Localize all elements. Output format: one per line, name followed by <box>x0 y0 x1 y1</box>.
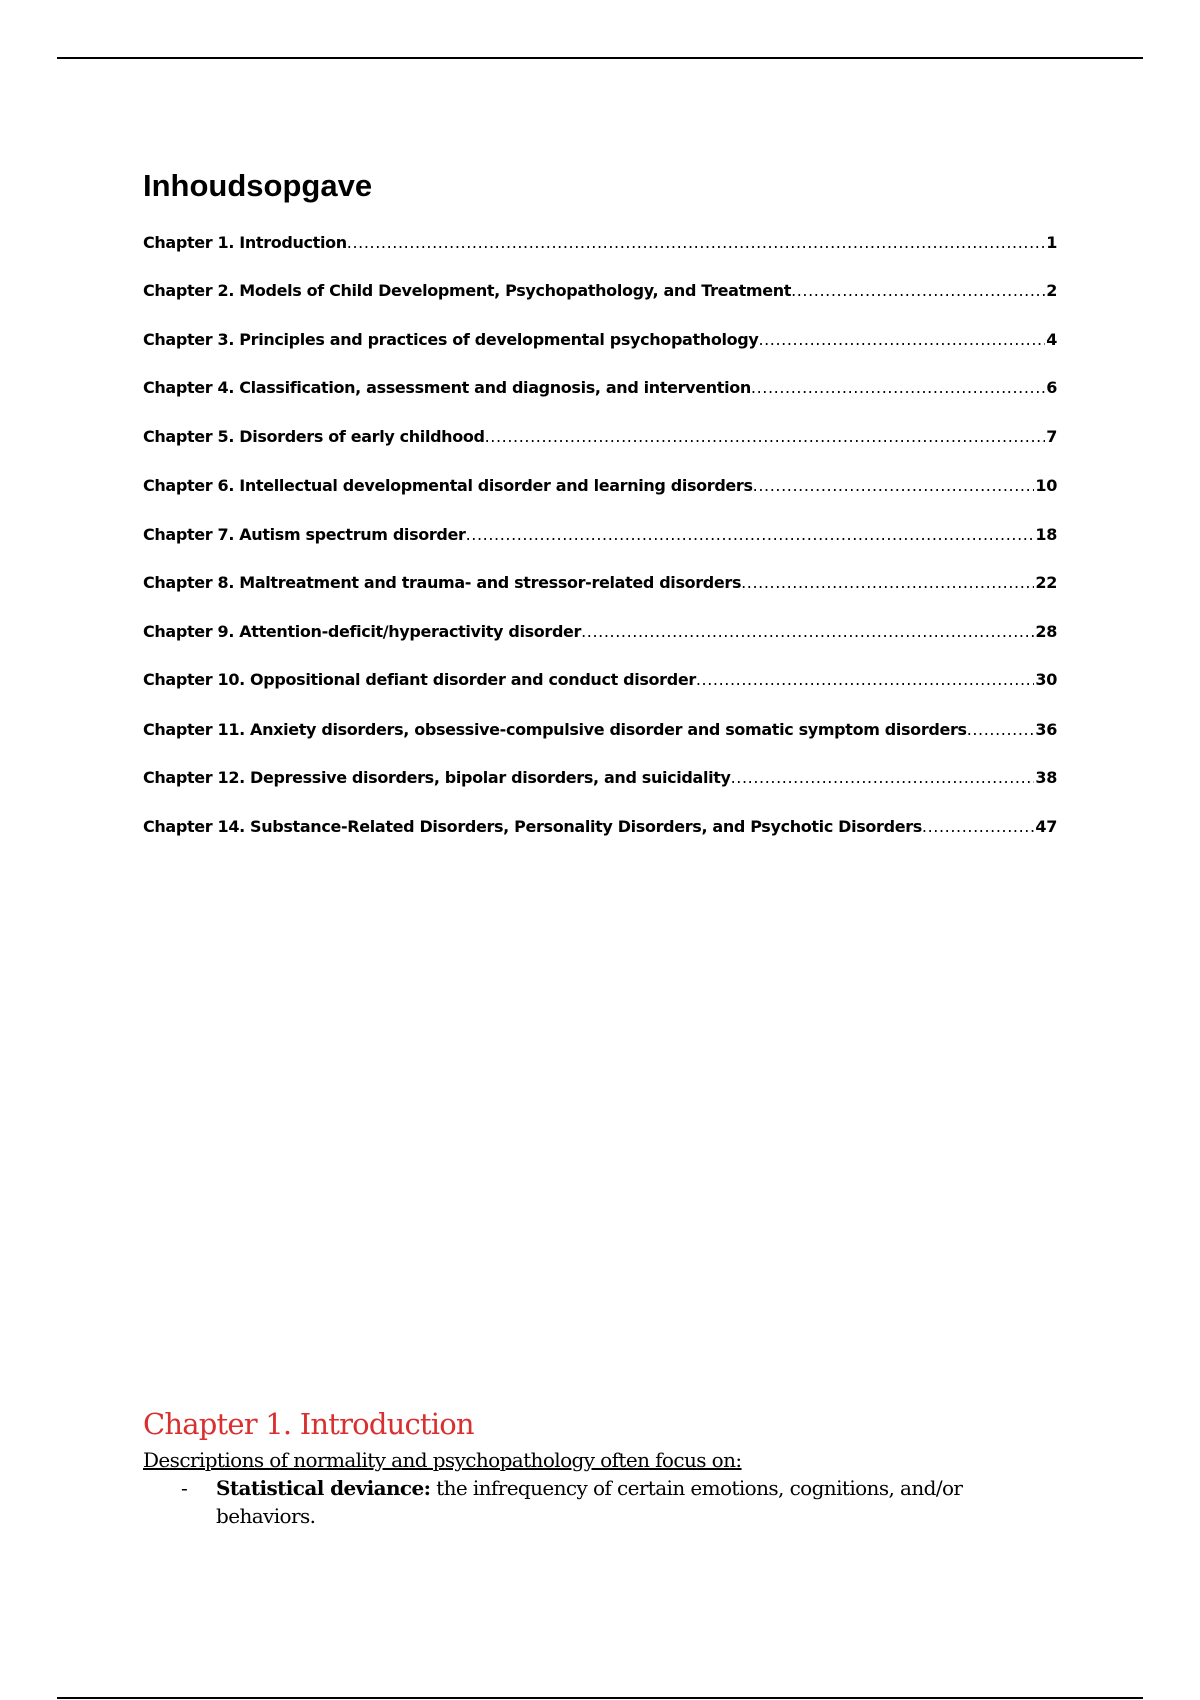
toc-entry-page: 7 <box>1046 427 1057 446</box>
toc-entry-chapter-14[interactable] <box>143 814 1057 838</box>
toc-entry-page: 1 <box>1046 233 1057 252</box>
toc-leader-dots <box>741 572 1034 594</box>
chapter-1-bullet-list <box>143 1474 1043 1530</box>
toc-leader-dots <box>922 816 1035 838</box>
toc-entry-chapter-10[interactable] <box>143 667 1057 691</box>
header-rule <box>57 57 1143 59</box>
toc-entry-chapter-1[interactable] <box>143 230 1057 254</box>
toc-entry-label: Chapter 8. Maltreatment and trauma- and stressor-related disorders <box>143 573 742 592</box>
toc-entry-label: Chapter 6. Intellectual developmental disorder and learning disorders <box>143 476 753 495</box>
toc-entry-chapter-5[interactable] <box>143 424 1057 448</box>
bullet-dash: - <box>181 1476 188 1500</box>
toc-leader-dots <box>485 426 1046 448</box>
toc-entry-label: Chapter 12. Depressive disorders, bipolar disorders, and suicidality <box>143 768 731 787</box>
toc-entry-page: 30 <box>1035 670 1057 689</box>
toc-entry-label: Chapter 5. Disorders of early childhood <box>143 427 485 446</box>
toc-entry-chapter-7[interactable] <box>143 522 1057 546</box>
chapter-1-intro: Descriptions of normality and psychopathology often focus on: <box>143 1448 742 1472</box>
toc-entry-chapter-2[interactable] <box>143 278 1057 302</box>
toc-entry-page: 22 <box>1035 573 1057 592</box>
toc-leader-dots <box>466 524 1035 546</box>
toc-entry-page: 4 <box>1046 330 1057 349</box>
toc-entry-page: 6 <box>1046 378 1057 397</box>
toc-entry-page: 2 <box>1046 281 1057 300</box>
toc-entry-page: 18 <box>1035 525 1057 544</box>
toc-entry-label: Chapter 2. Models of Child Development, Psychopathology, and Treatment <box>143 281 792 300</box>
bullet-text: the infrequency of certain emotions, cognitions, and/or behaviors. <box>216 1476 963 1528</box>
toc-entry-chapter-12[interactable] <box>143 765 1057 789</box>
toc-leader-dots <box>731 767 1035 789</box>
toc-entry-page: 47 <box>1035 817 1057 836</box>
toc-leader-dots <box>751 377 1045 399</box>
toc-entry-chapter-9[interactable] <box>143 619 1057 643</box>
toc-entry-page: 38 <box>1035 768 1057 787</box>
toc-leader-dots <box>696 669 1035 691</box>
toc-entry-page: 36 <box>1035 720 1057 739</box>
toc-entry-chapter-4[interactable] <box>143 375 1057 399</box>
toc-entry-label: Chapter 9. Attention-deficit/hyperactivity disorder <box>143 622 582 641</box>
toc-entry-label: Chapter 11. Anxiety disorders, obsessive-compulsive disorder and somatic symptom disorders <box>143 720 967 739</box>
toc-leader-dots <box>581 621 1034 643</box>
toc-leader-dots <box>758 329 1045 351</box>
toc-entry-chapter-8[interactable] <box>143 570 1057 594</box>
toc-entry-page: 28 <box>1035 622 1057 641</box>
toc-entry-label: Chapter 14. Substance-Related Disorders, Personality Disorders, and Psychotic Disorders <box>143 817 922 836</box>
toc-entry-page: 10 <box>1035 476 1057 495</box>
toc-entry-chapter-6[interactable] <box>143 473 1057 497</box>
toc-entry-label: Chapter 10. Oppositional defiant disorder and conduct disorder <box>143 670 696 689</box>
toc-entry-label: Chapter 3. Principles and practices of developmental psychopathology <box>143 330 759 349</box>
toc-leader-dots <box>791 280 1045 302</box>
toc-title: Inhoudsopgave <box>143 168 373 203</box>
toc-leader-dots <box>753 475 1035 497</box>
toc-leader-dots <box>967 719 1035 741</box>
toc-entry-label: Chapter 4. Classification, assessment and diagnosis, and intervention <box>143 378 751 397</box>
footer-rule <box>57 1697 1143 1699</box>
toc-entry-chapter-3[interactable] <box>143 327 1057 351</box>
toc-leader-dots <box>347 232 1045 254</box>
bullet-term: Statistical deviance: <box>216 1476 431 1500</box>
list-item <box>143 1474 1043 1530</box>
toc-entry-label: Chapter 1. Introduction <box>143 233 347 252</box>
toc-entry-chapter-11[interactable] <box>143 717 1057 741</box>
chapter-1-heading: Chapter 1. Introduction <box>143 1407 474 1441</box>
toc-entry-label: Chapter 7. Autism spectrum disorder <box>143 525 466 544</box>
